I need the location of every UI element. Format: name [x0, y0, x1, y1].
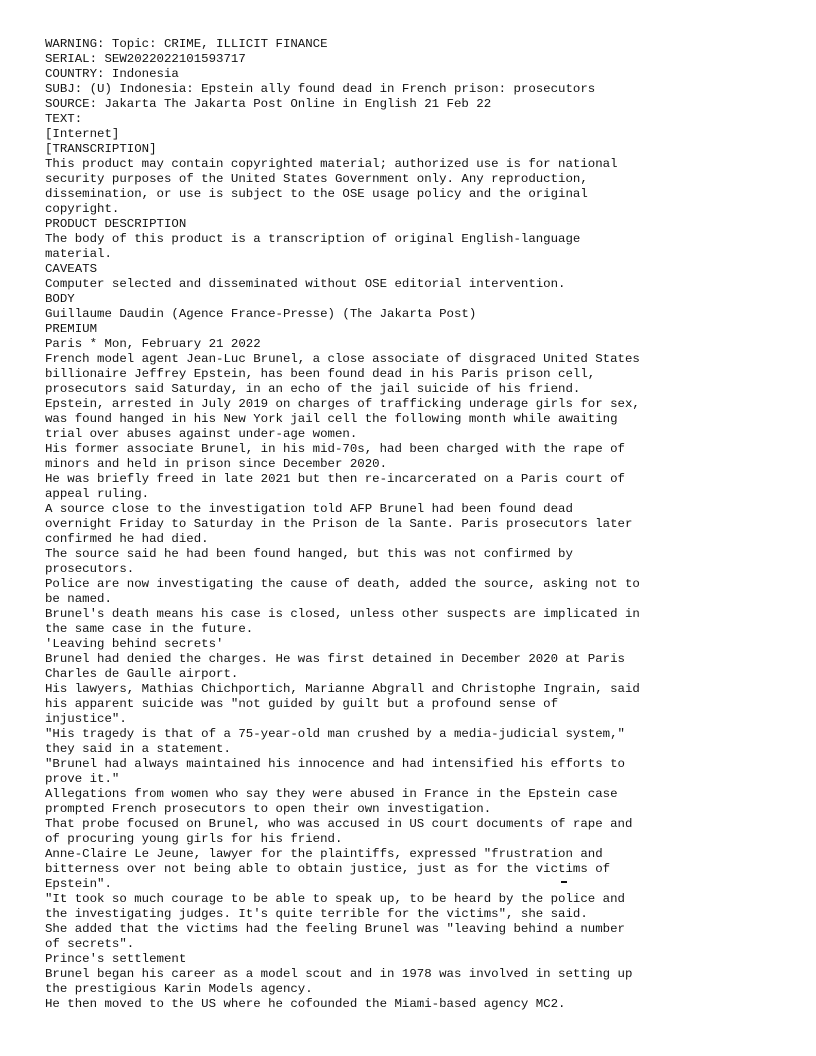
document-line: overnight Friday to Saturday in the Prison de la Sante. Paris prosecutors later [45, 517, 633, 531]
document-line: His lawyers, Mathias Chichportich, Marianne Abgrall and Christophe Ingrain, said [45, 682, 640, 696]
document-line: He then moved to the US where he cofounded the Miami-based agency MC2. [45, 997, 566, 1011]
document-line: That probe focused on Brunel, who was accused in US court documents of rape and [45, 817, 633, 831]
document-line: prosecutors. [45, 562, 135, 576]
document-line: CAVEATS [45, 262, 98, 276]
document-line: his apparent suicide was "not guided by guilt but a profound sense of [45, 697, 559, 711]
document-line: SOURCE: Jakarta The Jakarta Post Online in English 21 Feb 22 [45, 97, 492, 111]
document-line: BODY [45, 292, 75, 306]
document-line: prosecutors said Saturday, in an echo of the jail suicide of his friend. [45, 382, 581, 396]
document-line: the investigating judges. It's quite terrible for the victims", she said. [45, 907, 588, 921]
document-line: the same case in the future. [45, 622, 254, 636]
document-line: Prince's settlement [45, 952, 187, 966]
document-line: appeal ruling. [45, 487, 150, 501]
document-line: the prestigious Karin Models agency. [45, 982, 313, 996]
document-line: Charles de Gaulle airport. [45, 667, 239, 681]
document-line: was found hanged in his New York jail cell the following month while awaiting [45, 412, 618, 426]
document-line: bitterness over not being able to obtain justice, just as for the victims of [45, 862, 611, 876]
document-line: 'Leaving behind secrets' [45, 637, 224, 651]
document-line: Guillaume Daudin (Agence France-Presse) (The Jakarta Post) [45, 307, 477, 321]
document-line: they said in a statement. [45, 742, 231, 756]
document-line: injustice". [45, 712, 127, 726]
document-line: billionaire Jeffrey Epstein, has been found dead in his Paris prison cell, [45, 367, 596, 381]
document-line: Epstein, arrested in July 2019 on charges of trafficking underage girls for sex, [45, 397, 640, 411]
document-line: Computer selected and disseminated without OSE editorial intervention. [45, 277, 566, 291]
document-line: dissemination, or use is subject to the OSE usage policy and the original [45, 187, 588, 201]
document-line: Epstein". [45, 877, 112, 891]
document-line: copyright. [45, 202, 120, 216]
document-line: Brunel began his career as a model scout and in 1978 was involved in setting up [45, 967, 633, 981]
document-line: [Internet] [45, 127, 120, 141]
document-line: "His tragedy is that of a 75-year-old man crushed by a media-judicial system," [45, 727, 625, 741]
document-line: trial over abuses against under-age women. [45, 427, 358, 441]
stray-mark [561, 881, 567, 883]
document-line: Allegations from women who say they were abused in France in the Epstein case [45, 787, 618, 801]
document-line: prove it." [45, 772, 120, 786]
document-line: WARNING: Topic: CRIME, ILLICIT FINANCE [45, 37, 328, 51]
document-line: COUNTRY: Indonesia [45, 67, 179, 81]
document-line: SUBJ: (U) Indonesia: Epstein ally found dead in French prison: prosecutors [45, 82, 596, 96]
document-line: This product may contain copyrighted material; authorized use is for national [45, 157, 618, 171]
document-line: SERIAL: SEW2022022101593717 [45, 52, 246, 66]
document-line: She added that the victims had the feeling Brunel was "leaving behind a number [45, 922, 625, 936]
document-line: The source said he had been found hanged, but this was not confirmed by [45, 547, 573, 561]
document-line: prompted French prosecutors to open their own investigation. [45, 802, 492, 816]
document-line: His former associate Brunel, in his mid-70s, had been charged with the rape of [45, 442, 625, 456]
document-line: confirmed he had died. [45, 532, 209, 546]
document-body [45, 37, 775, 1012]
document-line: French model agent Jean-Luc Brunel, a close associate of disgraced United States [45, 352, 640, 366]
document-line: [TRANSCRIPTION] [45, 142, 157, 156]
document-line: PREMIUM [45, 322, 98, 336]
document-line: He was briefly freed in late 2021 but then re-incarcerated on a Paris court of [45, 472, 625, 486]
document-line: TEXT: [45, 112, 83, 126]
document-line: of secrets". [45, 937, 135, 951]
document-line: be named. [45, 592, 112, 606]
document-line: Brunel had denied the charges. He was first detained in December 2020 at Paris [45, 652, 625, 666]
document-line: The body of this product is a transcription of original English-language [45, 232, 581, 246]
document-line: PRODUCT DESCRIPTION [45, 217, 187, 231]
document-line: "It took so much courage to be able to speak up, to be heard by the police and [45, 892, 625, 906]
document-line: material. [45, 247, 112, 261]
document-line: A source close to the investigation told AFP Brunel had been found dead [45, 502, 573, 516]
document-line: minors and held in prison since December 2020. [45, 457, 388, 471]
document-line: Brunel's death means his case is closed, unless other suspects are implicated in [45, 607, 640, 621]
document-line: security purposes of the United States Government only. Any reproduction, [45, 172, 588, 186]
document-line: Police are now investigating the cause of death, added the source, asking not to [45, 577, 640, 591]
document-line: Paris * Mon, February 21 2022 [45, 337, 261, 351]
document-line: "Brunel had always maintained his innocence and had intensified his efforts to [45, 757, 625, 771]
document-line: Anne-Claire Le Jeune, lawyer for the plaintiffs, expressed "frustration and [45, 847, 603, 861]
document-line: of procuring young girls for his friend. [45, 832, 343, 846]
